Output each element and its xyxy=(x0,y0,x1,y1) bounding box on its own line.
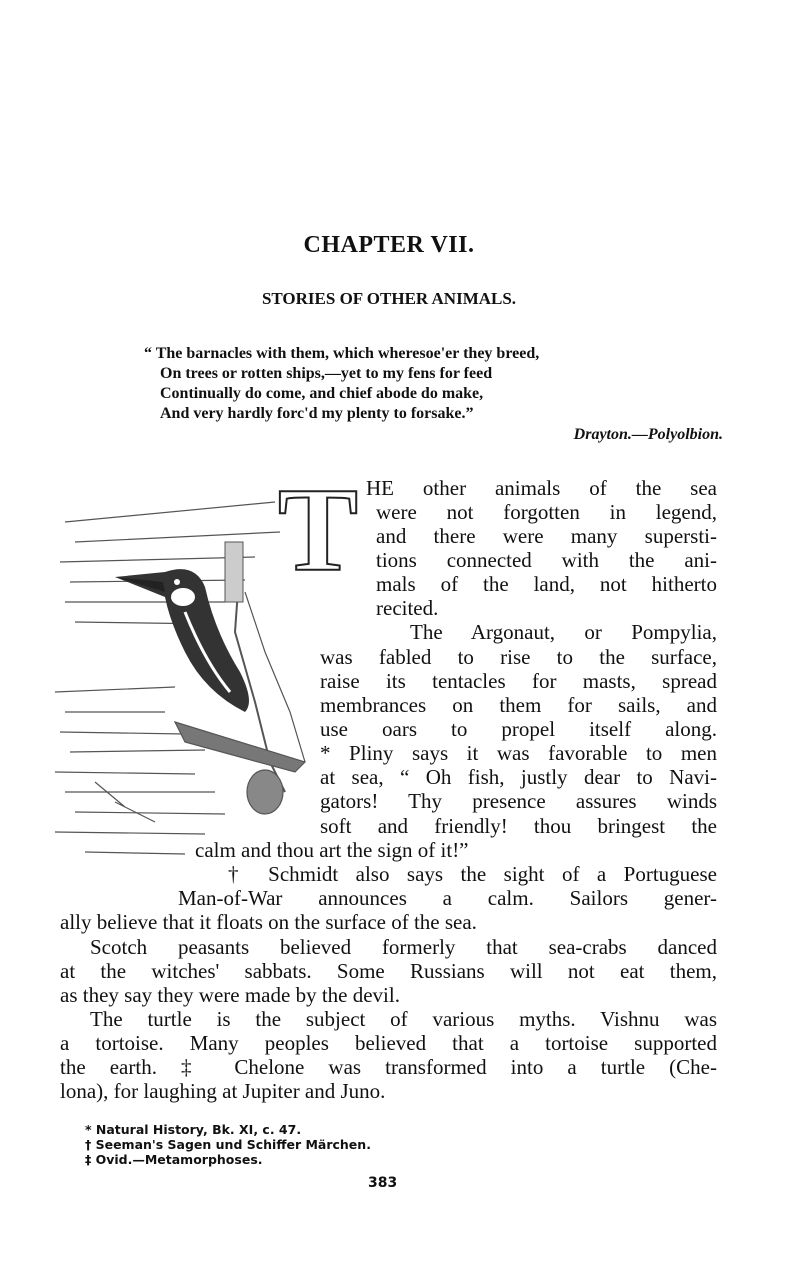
body-line: * Pliny says it was favorable to men xyxy=(320,741,717,765)
body-line: calm and thou art the sign of it!” xyxy=(195,838,469,862)
body-line: at the witches' sabbats. Some Russians will not eat them, xyxy=(60,959,717,983)
body-line: lona), for laughing at Jupiter and Juno. xyxy=(60,1079,386,1103)
body-line: was fabled to rise to the surface, xyxy=(320,645,717,669)
body-line: at sea, “ Oh fish, justly dear to Navi- xyxy=(320,765,717,789)
body-line: recited. xyxy=(376,596,439,620)
epigraph-line: On trees or rotten ships,—yet to my fens for feed xyxy=(160,365,493,382)
body-line: Scotch peasants believed formerly that sea-crabs danced xyxy=(90,935,717,959)
body-line: the earth. ‡ Chelone was transformed into a turtle (Che- xyxy=(60,1055,717,1079)
body-line: ally believe that it floats on the surface of the sea. xyxy=(60,910,477,934)
body-line: mals of the land, not hitherto xyxy=(376,572,717,596)
footnote: † Seeman's Sagen und Schiffer Märchen. xyxy=(85,1137,371,1152)
body-line: were not forgotten in legend, xyxy=(376,500,717,524)
body-line: tions connected with the ani- xyxy=(376,548,717,572)
body-line: HE other animals of the sea xyxy=(366,476,717,500)
body-line: Man-of-War announces a calm. Sailors gener- xyxy=(178,886,717,910)
chapter-subtitle: STORIES OF OTHER ANIMALS. xyxy=(261,289,517,308)
epigraph-line: And very hardly forc'd my plenty to forsake.” xyxy=(160,405,474,422)
page-number: 383 xyxy=(368,1175,398,1191)
chapter-title: CHAPTER VII. xyxy=(303,232,475,258)
body-line: raise its tentacles for masts, spread xyxy=(320,669,717,693)
body-line: The Argonaut, or Pompylia, xyxy=(410,620,717,644)
body-line: and there were many supersti- xyxy=(376,524,717,548)
body-line: soft and friendly! thou bringest the xyxy=(320,814,717,838)
body-line: a tortoise. Many peoples believed that a tortoise supported xyxy=(60,1031,717,1055)
drop-cap-letter: T xyxy=(277,463,359,596)
body-line: as they say they were made by the devil. xyxy=(60,983,400,1007)
epigraph-attribution: Drayton.—Polyolbion. xyxy=(573,426,723,443)
epigraph-line: “ The barnacles with them, which wheresoe'er they breed, xyxy=(144,345,540,362)
footnote: ‡ Ovid.—Metamorphoses. xyxy=(85,1152,263,1167)
body-line: membrances on them for sails, and xyxy=(320,693,717,717)
body-line: † Schmidt also says the sight of a Portuguese xyxy=(228,862,717,886)
body-line: gators! Thy presence assures winds xyxy=(320,789,717,813)
body-line: The turtle is the subject of various myths. Vishnu was xyxy=(90,1007,717,1031)
epigraph-line: Continually do come, and chief abode do make, xyxy=(160,385,484,402)
body-line: use oars to propel itself along. xyxy=(320,717,717,741)
footnote: * Natural History, Bk. XI, c. 47. xyxy=(85,1122,302,1137)
